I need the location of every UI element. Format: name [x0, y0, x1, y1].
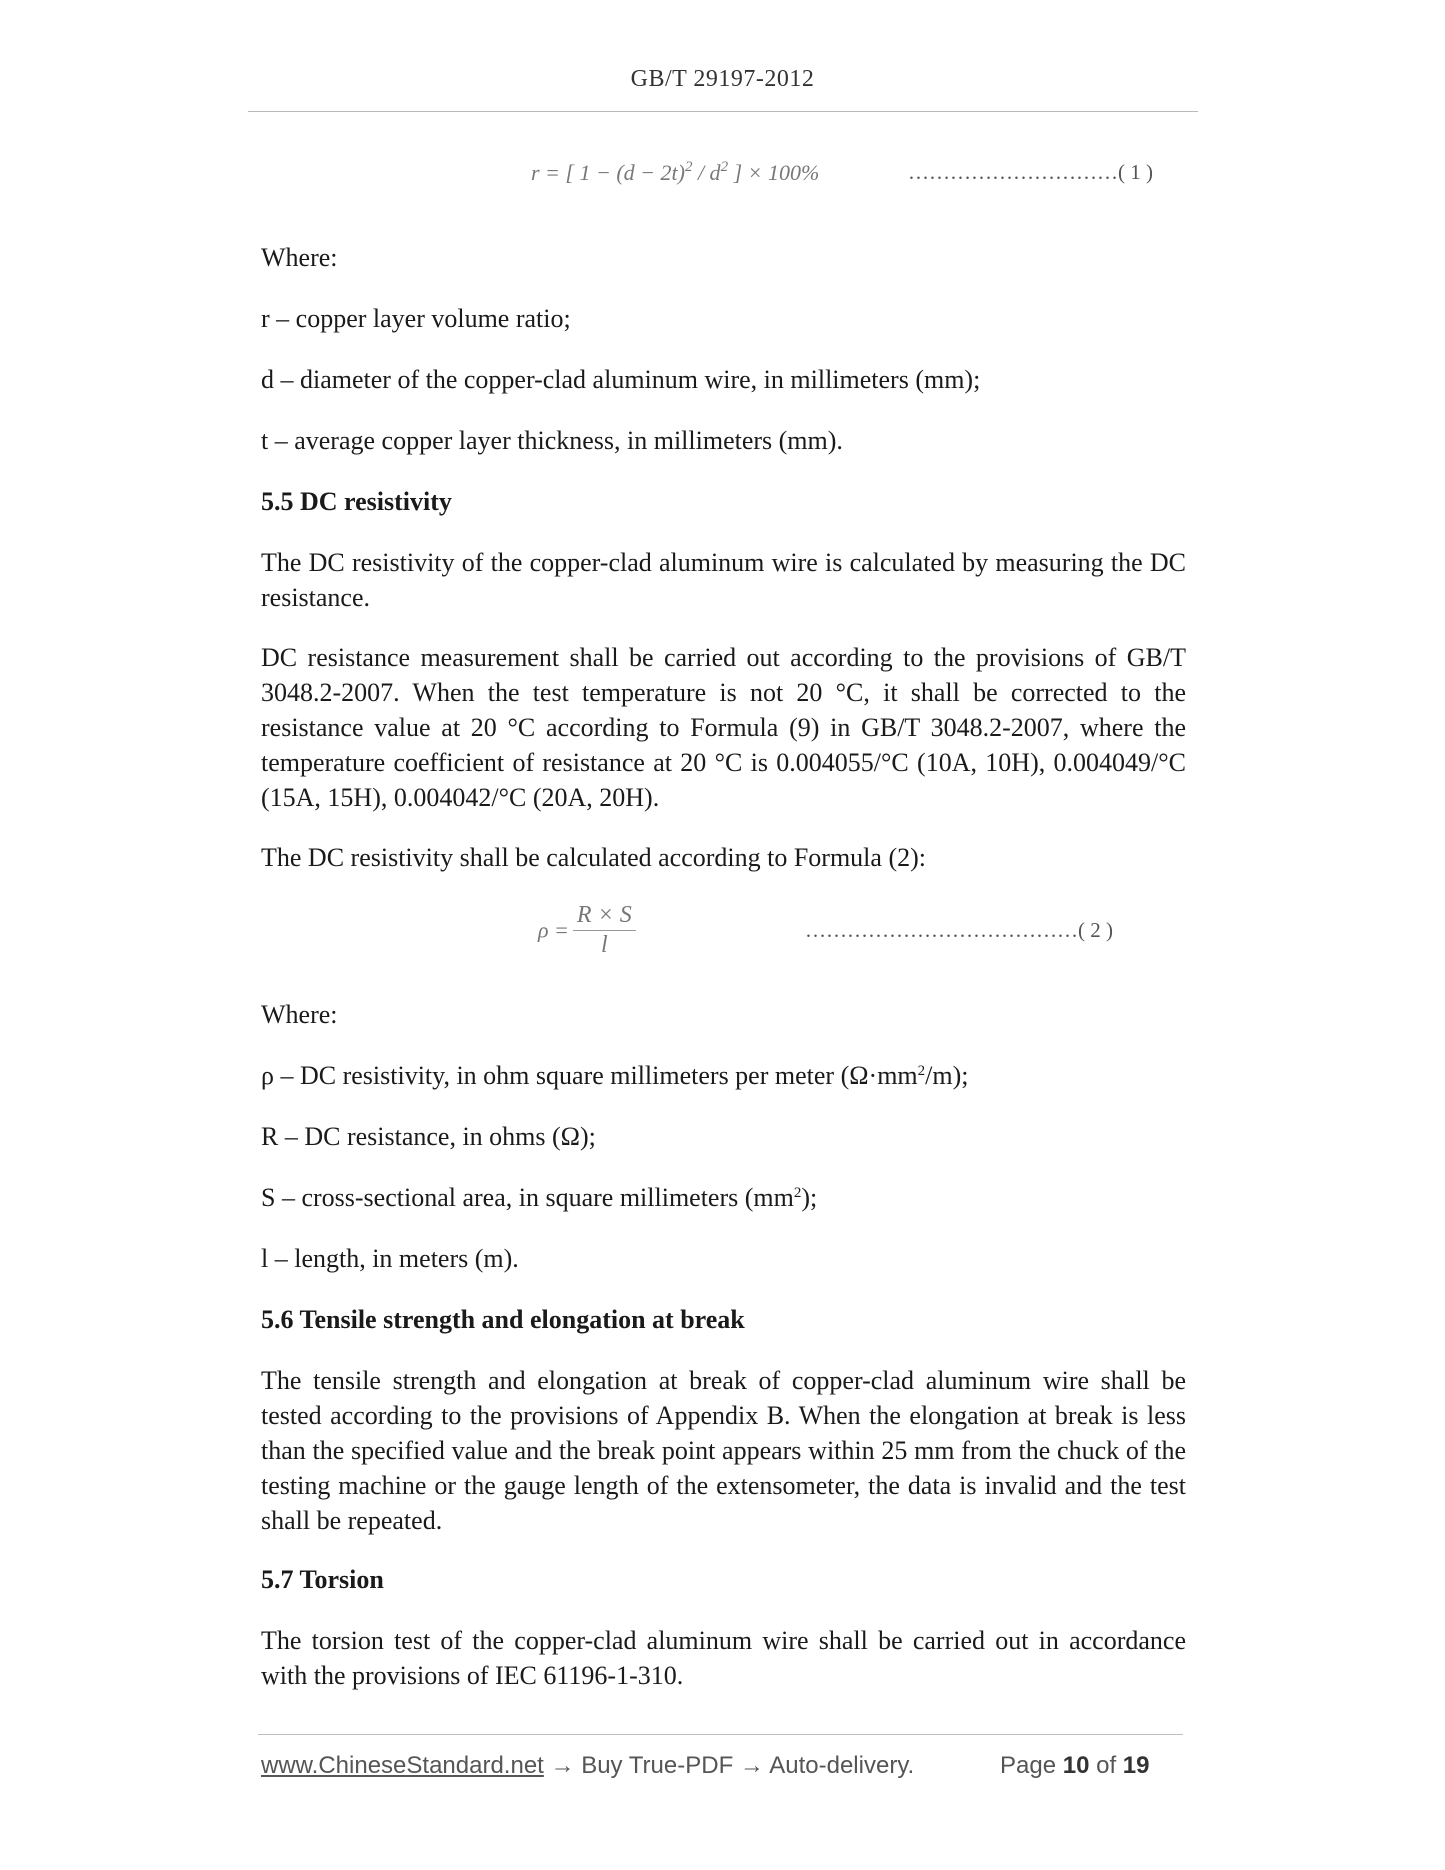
- formula-2-leader: …………………………………: [805, 918, 1078, 942]
- definition-S-unit-end: );: [801, 1183, 818, 1212]
- page-label: Page: [1000, 1752, 1057, 1779]
- formula-1: [531, 160, 819, 186]
- paragraph: DC resistance measurement shall be carried out according to the provisions of GB/T 3048.2-2007. When the test temperature is not 20 °C, it shall be corrected to the resistance value at 20 °C according to Formula (9) in GB/T 3048.2-2007, where the temperature coefficient of resistance at 20 °C is 0.004055/°C (10A, 10H), 0.004049/°C (15A, 15H), 0.004042/°C (20A, 20H).: [261, 643, 1186, 812]
- formula-2-numerator: R × S: [573, 902, 636, 931]
- definition-l: l – length, in meters (m).: [261, 1244, 519, 1273]
- page-indicator: [1000, 1752, 1150, 1780]
- paragraph: The tensile strength and elongation at break of copper-clad aluminum wire shall be tested according to the provisions of Appendix B. When the elongation at break is less than the specified value and the break point appears within 25 mm from the chuck of the testing machine or the gauge length of the extensometer, the data is invalid and the test shall be repeated.: [261, 1366, 1186, 1535]
- header-rule: [248, 111, 1198, 112]
- formula-1-right: ] × 100%: [728, 160, 820, 185]
- formula-1-middle: / d: [692, 160, 721, 185]
- formula-1-exponent: 2: [720, 159, 729, 175]
- definition-S-text: S – cross-sectional area, in square millimeters (mm: [261, 1183, 794, 1212]
- superscript: 2: [793, 1185, 802, 1201]
- footer-links: [261, 1752, 914, 1780]
- paragraph: The torsion test of the copper-clad aluminum wire shall be carried out in accordance with the provisions of IEC 61196-1-310.: [261, 1626, 1186, 1690]
- formula-2-denominator: l: [601, 932, 608, 958]
- formula-1-leader: …………………………: [908, 160, 1118, 184]
- formula-1-number-line: [908, 160, 1153, 185]
- footer-rule: [258, 1734, 1183, 1735]
- where-label: Where:: [261, 243, 338, 272]
- definition-R: R – DC resistance, in ohms (Ω);: [261, 1122, 596, 1151]
- document-code-header: GB/T 29197-2012: [630, 66, 815, 92]
- definition-rho-unit-end: /m);: [925, 1061, 969, 1090]
- formula-2-number: ( 2 ): [1078, 918, 1113, 942]
- paragraph: The DC resistivity of the copper-clad aluminum wire is calculated by measuring the DC resistance.: [261, 548, 1186, 612]
- definition-rho: [261, 1058, 1186, 1093]
- auto-delivery-text: Auto-delivery.: [769, 1752, 915, 1779]
- formula-2-fraction: [573, 902, 636, 959]
- formula-1-left: r = [ 1 − (d − 2t): [531, 160, 685, 185]
- page-total: 19: [1122, 1752, 1150, 1779]
- section-heading-5-5: 5.5 DC resistivity: [261, 487, 452, 516]
- buy-pdf-text: Buy True-PDF: [581, 1752, 734, 1779]
- formula-1-exponent: 2: [684, 159, 693, 175]
- section-heading-5-7: 5.7 Torsion: [261, 1565, 384, 1594]
- page-current: 10: [1062, 1752, 1090, 1779]
- arrow-right-icon: →: [550, 1752, 575, 1779]
- definition-t: t – average copper layer thickness, in millimeters (mm).: [261, 426, 843, 455]
- arrow-right-icon: →: [739, 1752, 764, 1779]
- section-heading-5-6: 5.6 Tensile strength and elongation at break: [261, 1305, 745, 1334]
- formula-1-number: ( 1 ): [1118, 160, 1153, 184]
- paragraph: The DC resistivity shall be calculated according to Formula (2):: [261, 843, 926, 872]
- of-label: of: [1096, 1752, 1117, 1779]
- definition-rho-text: ρ – DC resistivity, in ohm square millimeters per meter (Ω·mm: [261, 1061, 918, 1090]
- website-link[interactable]: www.ChineseStandard.net: [261, 1752, 544, 1779]
- formula-2-lhs: ρ =: [538, 917, 569, 943]
- definition-r: r – copper layer volume ratio;: [261, 304, 571, 333]
- definition-d: d – diameter of the copper-clad aluminum wire, in millimeters (mm);: [261, 365, 981, 394]
- definition-S: [261, 1180, 1186, 1215]
- formula-2: [538, 902, 636, 959]
- where-label: Where:: [261, 1000, 338, 1029]
- superscript: 2: [917, 1063, 926, 1079]
- formula-2-number-line: [805, 918, 1113, 943]
